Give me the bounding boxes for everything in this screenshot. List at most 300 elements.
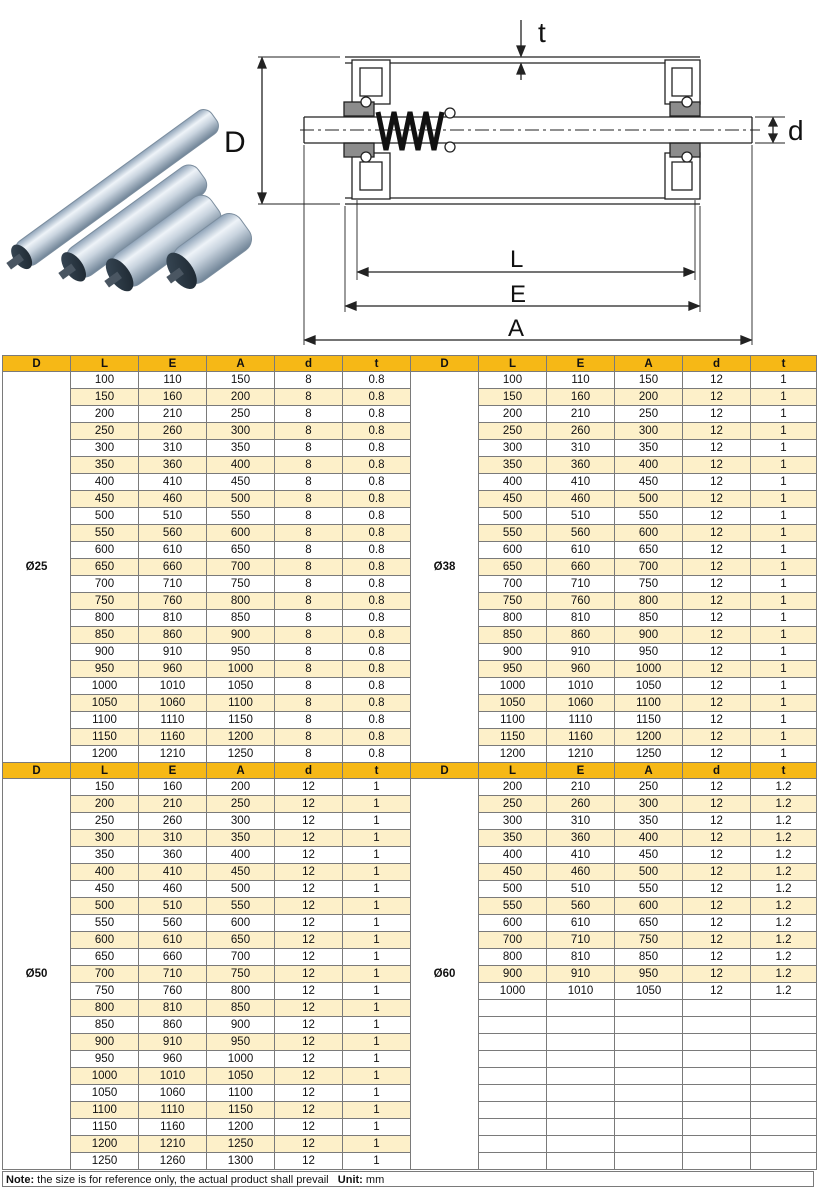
table-cell: 710 — [139, 966, 207, 983]
table-cell: 1 — [343, 779, 411, 796]
table-cell: 8 — [275, 440, 343, 457]
empty-cell — [683, 1119, 751, 1136]
table-cell: 760 — [139, 593, 207, 610]
table-cell: 1 — [343, 1051, 411, 1068]
table-cell: 12 — [683, 864, 751, 881]
empty-cell — [683, 1153, 751, 1170]
table-cell: 8 — [275, 678, 343, 695]
table-cell: 350 — [71, 457, 139, 474]
empty-cell — [547, 1136, 615, 1153]
table-cell: 760 — [547, 593, 615, 610]
table-row — [3, 423, 817, 440]
table-cell: 410 — [139, 474, 207, 491]
table-cell: 12 — [275, 1119, 343, 1136]
roller-photo — [0, 106, 257, 300]
table-cell: 750 — [207, 966, 275, 983]
empty-cell — [615, 1119, 683, 1136]
table-cell: 12 — [275, 898, 343, 915]
table-cell: 650 — [207, 542, 275, 559]
table-row — [3, 525, 817, 542]
table-cell: 550 — [207, 898, 275, 915]
empty-cell — [547, 1119, 615, 1136]
table-cell: 150 — [615, 372, 683, 389]
table-cell: 750 — [71, 983, 139, 1000]
column-header: D — [3, 356, 71, 372]
empty-cell — [479, 1102, 547, 1119]
table-cell: 0.8 — [343, 559, 411, 576]
table-cell: 550 — [71, 525, 139, 542]
table-cell: 250 — [207, 796, 275, 813]
table-row — [3, 1119, 817, 1136]
table-cell: 150 — [71, 779, 139, 796]
table-cell: 560 — [139, 915, 207, 932]
column-header: A — [615, 356, 683, 372]
table-cell: 8 — [275, 372, 343, 389]
empty-cell — [683, 1051, 751, 1068]
empty-cell — [683, 1034, 751, 1051]
table-cell: 12 — [683, 678, 751, 695]
table-cell: 12 — [683, 457, 751, 474]
table-cell: 410 — [547, 474, 615, 491]
table-cell: 1 — [343, 1136, 411, 1153]
empty-cell — [615, 1136, 683, 1153]
table-cell: 500 — [71, 508, 139, 525]
table-row — [3, 779, 817, 796]
table-cell: 800 — [207, 593, 275, 610]
table-cell: 0.8 — [343, 423, 411, 440]
table-row — [3, 695, 817, 712]
table-cell: 600 — [207, 525, 275, 542]
empty-cell — [615, 1017, 683, 1034]
diameter-cell: Ø25 — [3, 372, 71, 763]
table-cell: 8 — [275, 695, 343, 712]
table-cell: 260 — [547, 796, 615, 813]
table-cell: 200 — [207, 389, 275, 406]
table-row — [3, 813, 817, 830]
table-row — [3, 830, 817, 847]
spec-table-bottom — [2, 762, 817, 1170]
table-cell: 450 — [71, 881, 139, 898]
table-cell: 1 — [751, 729, 817, 746]
table-cell: 12 — [275, 796, 343, 813]
table-cell: 300 — [207, 813, 275, 830]
table-cell: 450 — [479, 864, 547, 881]
table-cell: 0.8 — [343, 695, 411, 712]
column-header: A — [207, 763, 275, 779]
table-cell: 12 — [683, 440, 751, 457]
table-cell: 1 — [343, 864, 411, 881]
table-cell: 400 — [615, 457, 683, 474]
table-cell: 610 — [139, 542, 207, 559]
table-cell: 250 — [71, 813, 139, 830]
table-cell: 1000 — [71, 1068, 139, 1085]
table-cell: 1110 — [139, 1102, 207, 1119]
table-cell: 650 — [615, 542, 683, 559]
table-cell: 12 — [683, 644, 751, 661]
table-cell: 150 — [71, 389, 139, 406]
table-cell: 200 — [479, 406, 547, 423]
table-cell: 310 — [139, 830, 207, 847]
table-cell: 710 — [139, 576, 207, 593]
table-cell: 1200 — [615, 729, 683, 746]
table-cell: 310 — [139, 440, 207, 457]
table-cell: 12 — [275, 1051, 343, 1068]
table-cell: 850 — [207, 1000, 275, 1017]
table-cell: 12 — [275, 1017, 343, 1034]
table-cell: 1 — [343, 1000, 411, 1017]
table-cell: 8 — [275, 406, 343, 423]
table-cell: 450 — [615, 474, 683, 491]
empty-cell — [615, 1153, 683, 1170]
unit-label: Unit: — [337, 1174, 363, 1186]
table-cell: 12 — [275, 779, 343, 796]
table-cell: 600 — [615, 898, 683, 915]
column-header: t — [751, 356, 817, 372]
table-cell: 1.2 — [751, 830, 817, 847]
table-cell: 400 — [479, 847, 547, 864]
table-cell: 1 — [343, 1119, 411, 1136]
table-cell: 1150 — [615, 712, 683, 729]
table-cell: 1 — [751, 712, 817, 729]
footnote — [2, 1171, 814, 1187]
dim-label-A: A — [508, 315, 525, 342]
table-cell: 1 — [343, 1085, 411, 1102]
table-cell: 1110 — [547, 712, 615, 729]
table-cell: 400 — [207, 457, 275, 474]
table-cell: 12 — [683, 932, 751, 949]
table-row — [3, 932, 817, 949]
table-cell: 500 — [615, 491, 683, 508]
table-cell: 950 — [71, 661, 139, 678]
table-cell: 12 — [683, 796, 751, 813]
table-cell: 750 — [207, 576, 275, 593]
table-cell: 500 — [207, 491, 275, 508]
table-cell: 1150 — [71, 729, 139, 746]
table-cell: 1150 — [207, 712, 275, 729]
table-cell: 560 — [547, 525, 615, 542]
table-cell: 12 — [683, 779, 751, 796]
table-cell: 900 — [207, 627, 275, 644]
note-text: the size is for reference only, the actual product shall prevail — [34, 1174, 329, 1186]
empty-cell — [547, 1102, 615, 1119]
table-row — [3, 966, 817, 983]
table-cell: 12 — [275, 1153, 343, 1170]
roller-figure — [0, 0, 818, 355]
table-row — [3, 627, 817, 644]
table-cell: 610 — [139, 932, 207, 949]
table-row — [3, 1085, 817, 1102]
table-cell: 400 — [71, 864, 139, 881]
table-cell: 8 — [275, 491, 343, 508]
empty-cell — [751, 1136, 817, 1153]
table-cell: 0.8 — [343, 525, 411, 542]
table-cell: 660 — [139, 559, 207, 576]
table-cell: 1050 — [207, 1068, 275, 1085]
table-cell: 350 — [615, 440, 683, 457]
column-header: E — [547, 356, 615, 372]
table-cell: 8 — [275, 474, 343, 491]
table-cell: 1150 — [479, 729, 547, 746]
table-cell: 1 — [751, 661, 817, 678]
empty-cell — [683, 1017, 751, 1034]
table-cell: 800 — [479, 610, 547, 627]
table-cell: 950 — [71, 1051, 139, 1068]
table-row — [3, 593, 817, 610]
table-cell: 1010 — [547, 678, 615, 695]
table-cell: 700 — [71, 576, 139, 593]
table-cell: 0.8 — [343, 576, 411, 593]
table-cell: 850 — [479, 627, 547, 644]
table-cell: 12 — [683, 576, 751, 593]
empty-cell — [479, 1017, 547, 1034]
table-row — [3, 1017, 817, 1034]
table-cell: 0.8 — [343, 644, 411, 661]
table-row — [3, 508, 817, 525]
table-cell: 12 — [275, 915, 343, 932]
table-cell: 1 — [751, 576, 817, 593]
table-cell: 550 — [207, 508, 275, 525]
empty-cell — [751, 1051, 817, 1068]
table-cell: 1 — [343, 1068, 411, 1085]
dim-label-D: D — [224, 126, 246, 159]
table-cell: 900 — [207, 1017, 275, 1034]
table-cell: 450 — [207, 864, 275, 881]
table-cell: 250 — [479, 796, 547, 813]
table-cell: 510 — [547, 881, 615, 898]
table-cell: 250 — [615, 779, 683, 796]
table-cell: 12 — [683, 983, 751, 1000]
table-cell: 1160 — [547, 729, 615, 746]
dim-label-d: d — [788, 115, 804, 146]
table-cell: 260 — [139, 813, 207, 830]
table-cell: 500 — [615, 864, 683, 881]
empty-cell — [615, 1051, 683, 1068]
column-header: E — [139, 763, 207, 779]
table-cell: 1250 — [207, 1136, 275, 1153]
table-cell: 700 — [207, 559, 275, 576]
table-cell: 500 — [479, 508, 547, 525]
table-cell: 12 — [275, 983, 343, 1000]
table-cell: 12 — [275, 864, 343, 881]
table-cell: 1050 — [71, 1085, 139, 1102]
table-cell: 1100 — [207, 695, 275, 712]
table-cell: 12 — [683, 966, 751, 983]
table-cell: 500 — [71, 898, 139, 915]
table-row — [3, 406, 817, 423]
empty-cell — [547, 1068, 615, 1085]
diameter-cell: Ø60 — [411, 779, 479, 1170]
table-cell: 1 — [343, 983, 411, 1000]
table-row — [3, 678, 817, 695]
table-cell: 360 — [139, 457, 207, 474]
table-cell: 700 — [479, 576, 547, 593]
table-cell: 1.2 — [751, 779, 817, 796]
table-cell: 410 — [547, 847, 615, 864]
table-cell: 1 — [751, 695, 817, 712]
table-cell: 1 — [751, 644, 817, 661]
table-cell: 12 — [275, 932, 343, 949]
table-row — [3, 864, 817, 881]
table-cell: 600 — [207, 915, 275, 932]
table-cell: 1200 — [207, 729, 275, 746]
table-cell: 350 — [71, 847, 139, 864]
table-cell: 8 — [275, 593, 343, 610]
table-cell: 110 — [547, 372, 615, 389]
table-cell: 0.8 — [343, 440, 411, 457]
empty-cell — [479, 1034, 547, 1051]
table-cell: 560 — [547, 898, 615, 915]
column-header: d — [275, 763, 343, 779]
table-cell: 210 — [139, 796, 207, 813]
table-cell: 710 — [547, 576, 615, 593]
table-cell: 1060 — [139, 695, 207, 712]
empty-cell — [683, 1068, 751, 1085]
table-cell: 600 — [71, 932, 139, 949]
table-cell: 1 — [751, 746, 817, 763]
table-cell: 210 — [547, 406, 615, 423]
table-cell: 1200 — [71, 746, 139, 763]
table-row — [3, 576, 817, 593]
table-cell: 260 — [547, 423, 615, 440]
column-header: A — [207, 356, 275, 372]
table-row — [3, 389, 817, 406]
empty-cell — [751, 1000, 817, 1017]
table-cell: 350 — [479, 457, 547, 474]
table-cell: 8 — [275, 389, 343, 406]
table-cell: 1.2 — [751, 796, 817, 813]
table-cell: 1250 — [71, 1153, 139, 1170]
table-cell: 610 — [547, 542, 615, 559]
table-cell: 100 — [71, 372, 139, 389]
table-cell: 360 — [139, 847, 207, 864]
empty-cell — [751, 1102, 817, 1119]
table-cell: 1000 — [71, 678, 139, 695]
column-header: E — [139, 356, 207, 372]
empty-cell — [615, 1102, 683, 1119]
table-cell: 1 — [751, 559, 817, 576]
table-cell: 1.2 — [751, 966, 817, 983]
table-cell: 560 — [139, 525, 207, 542]
table-row — [3, 898, 817, 915]
table-cell: 250 — [615, 406, 683, 423]
empty-cell — [615, 1000, 683, 1017]
table-cell: 12 — [683, 491, 751, 508]
table-cell: 12 — [275, 966, 343, 983]
table-cell: 1260 — [139, 1153, 207, 1170]
table-cell: 500 — [207, 881, 275, 898]
table-row — [3, 949, 817, 966]
table-row — [3, 1068, 817, 1085]
table-cell: 860 — [139, 627, 207, 644]
table-cell: 8 — [275, 508, 343, 525]
table-cell: 1210 — [547, 746, 615, 763]
table-cell: 1 — [343, 932, 411, 949]
table-cell: 600 — [71, 542, 139, 559]
table-cell: 12 — [275, 1000, 343, 1017]
empty-cell — [683, 1102, 751, 1119]
table-cell: 850 — [71, 627, 139, 644]
table-row — [3, 881, 817, 898]
table-cell: 700 — [479, 932, 547, 949]
column-header: d — [683, 763, 751, 779]
table-cell: 1 — [343, 796, 411, 813]
table-cell: 8 — [275, 746, 343, 763]
table-cell: 300 — [615, 796, 683, 813]
table-cell: 1110 — [139, 712, 207, 729]
table-cell: 1 — [343, 1017, 411, 1034]
table-cell: 12 — [683, 508, 751, 525]
table-cell: 450 — [615, 847, 683, 864]
table-row — [3, 559, 817, 576]
table-cell: 1050 — [207, 678, 275, 695]
table-cell: 0.8 — [343, 746, 411, 763]
empty-cell — [615, 1034, 683, 1051]
table-cell: 600 — [479, 915, 547, 932]
table-cell: 0.8 — [343, 491, 411, 508]
table-cell: 1160 — [139, 729, 207, 746]
table-cell: 800 — [207, 983, 275, 1000]
table-cell: 0.8 — [343, 627, 411, 644]
table-cell: 12 — [275, 1136, 343, 1153]
column-header: D — [411, 356, 479, 372]
dim-label-E: E — [510, 281, 527, 308]
table-cell: 12 — [275, 847, 343, 864]
table-cell: 800 — [479, 949, 547, 966]
table-cell: 100 — [479, 372, 547, 389]
table-cell: 12 — [683, 372, 751, 389]
table-cell: 300 — [479, 813, 547, 830]
table-cell: 8 — [275, 576, 343, 593]
table-cell: 310 — [547, 440, 615, 457]
empty-cell — [751, 1153, 817, 1170]
table-cell: 150 — [207, 372, 275, 389]
table-row — [3, 746, 817, 763]
table-cell: 1 — [343, 1153, 411, 1170]
table-cell: 1 — [343, 847, 411, 864]
table-cell: 910 — [139, 644, 207, 661]
table-cell: 12 — [683, 729, 751, 746]
table-cell: 12 — [275, 881, 343, 898]
table-cell: 1 — [751, 525, 817, 542]
empty-cell — [751, 1017, 817, 1034]
empty-cell — [683, 1085, 751, 1102]
table-cell: 12 — [683, 712, 751, 729]
table-cell: 550 — [615, 508, 683, 525]
table-cell: 1050 — [479, 695, 547, 712]
table-cell: 300 — [615, 423, 683, 440]
table-row — [3, 1000, 817, 1017]
table-cell: 0.8 — [343, 508, 411, 525]
table-cell: 200 — [71, 796, 139, 813]
table-cell: 250 — [71, 423, 139, 440]
table-cell: 1.2 — [751, 898, 817, 915]
table-cell: 950 — [207, 644, 275, 661]
table-cell: 8 — [275, 423, 343, 440]
table-cell: 350 — [479, 830, 547, 847]
table-cell: 12 — [683, 915, 751, 932]
table-cell: 1100 — [479, 712, 547, 729]
table-cell: 12 — [683, 949, 751, 966]
table-cell: 1 — [343, 881, 411, 898]
empty-cell — [683, 1000, 751, 1017]
table-cell: 1000 — [207, 661, 275, 678]
table-cell: 960 — [139, 661, 207, 678]
table-cell: 1210 — [139, 1136, 207, 1153]
table-cell: 610 — [547, 915, 615, 932]
table-cell: 550 — [615, 881, 683, 898]
table-cell: 1200 — [71, 1136, 139, 1153]
table-cell: 200 — [615, 389, 683, 406]
